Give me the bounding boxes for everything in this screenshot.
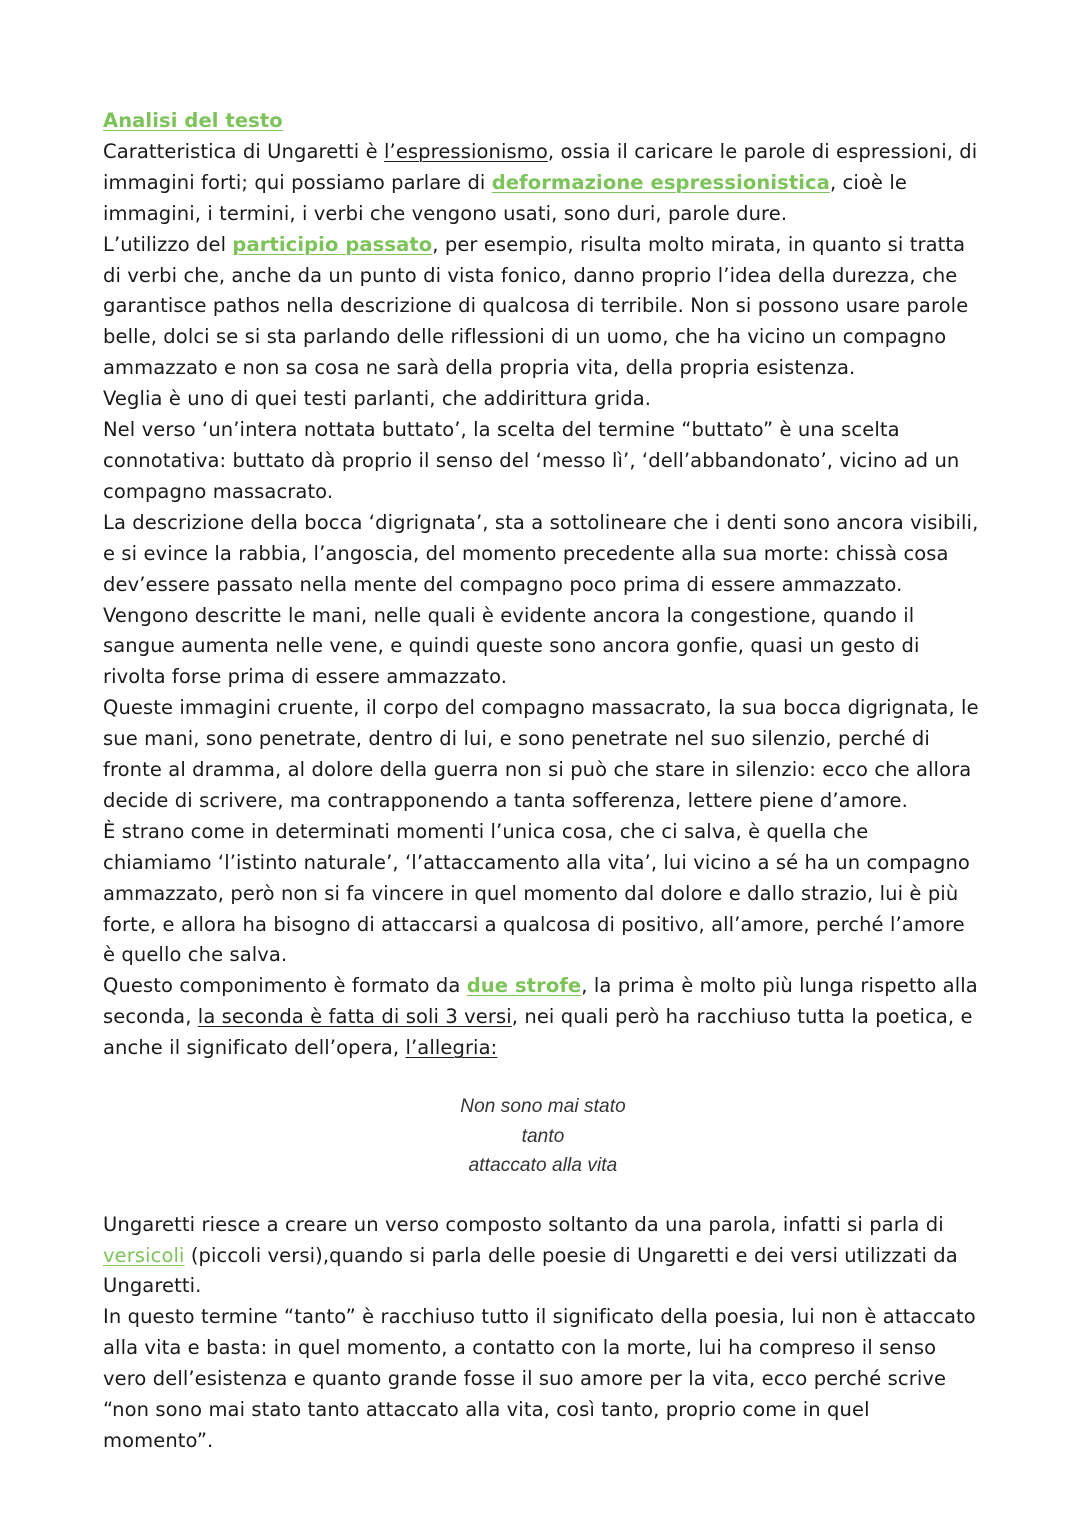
paragraph-espressionismo [103, 137, 983, 230]
text-run: Caratteristica di Ungaretti è [103, 139, 384, 163]
poem-line: attaccato alla vita [468, 1155, 618, 1177]
text-run: Questo componimento è formato da [103, 974, 467, 998]
section-title-text: Analisi del testo [103, 109, 283, 132]
text-run: , cioè le immagini, i termini, i verbi che vengono usati, sono duri, parole dure. [103, 170, 907, 225]
paragraph-veglia: Veglia è uno di quei testi parlanti, che addirittura grida. [103, 387, 652, 411]
document-page [103, 106, 983, 1457]
text-run: Ungaretti riesce a creare un verso composto soltanto da una parola, infatti si parla di [103, 1212, 944, 1236]
text-run: , la prima è molto più lunga rispetto alla seconda, [103, 974, 978, 1029]
highlighted-term: deformazione espressionistica [491, 170, 830, 194]
highlighted-term: versicoli [103, 1243, 185, 1267]
poem-line: Non sono mai stato [460, 1096, 626, 1118]
highlighted-term: participio passato [232, 232, 433, 256]
highlighted-term: due strofe [466, 974, 582, 998]
section-title [103, 106, 983, 137]
paragraph-participio [103, 230, 983, 385]
poem-quote [103, 1092, 983, 1181]
underlined-term: la seconda è fatta di soli 3 versi [197, 1005, 512, 1029]
paragraph-bocca: La descrizione della bocca ‘digrignata’, sta a sottolineare che i denti sono ancora visibili, e si evince la rabbia, l’angoscia, del momento precedente alla sua morte: chissà cosa dev’essere passato nella mente del compagno poco prima di essere ammazzato. Vengono descritte le mani, nelle quali è evidente ancora la congestione, quando il sangue aumenta nelle vene, e quindi queste sono ancora gonfie, quasi un gesto di rivolta forse prima di essere ammazzato. [103, 510, 979, 689]
poem-line: tanto [521, 1125, 565, 1147]
paragraph-buttato: Nel verso ‘un’intera nottata buttato’, la scelta del termine “buttato” è una scelta connotativa: buttato dà proprio il senso del ‘messo lì’, ‘dell’abbandonato’, vicino ad un compagno massacrato. [103, 418, 960, 503]
underlined-term: l’allegria: [405, 1036, 498, 1060]
underlined-term: l’espressionismo [384, 139, 548, 163]
paragraph-versicoli [103, 1210, 983, 1303]
paragraph-tanto: In questo termine “tanto” è racchiuso tutto il significato della poesia, lui non è attaccato alla vita e basta: in quel momento, a contatto con la morte, lui ha compreso il senso vero dell’esistenza e quanto grande fosse il suo amore per la vita, ecco perché scrive “non sono mai stato tanto attaccato alla vita, così tanto, proprio come in quel momento”. [103, 1305, 976, 1452]
paragraph-immagini: Queste immagini cruente, il corpo del compagno massacrato, la sua bocca digrignata, le sue mani, sono penetrate, dentro di lui, e sono penetrate nel suo silenzio, perché di fronte al dramma, al dolore della guerra non si può che stare in silenzio: ecco che allora decide di scrivere, ma contrapponendo a tanta sofferenza, lettere piene d’amore. [103, 696, 979, 812]
paragraph-istinto: È strano come in determinati momenti l’unica cosa, che ci salva, è quella che chiamiamo ‘l’istinto naturale’, ‘l’attaccamento alla vita’, lui vicino a sé ha un compagno ammazzato, però non si fa vincere in quel momento dal dolore e dallo strazio, lui è più forte, e allora ha bisogno di attaccarsi a qualcosa di positivo, all’amore, perché l’amore è quello che salva. [103, 819, 970, 967]
text-run: , per esempio, risulta molto mirata, in quanto si tratta di verbi che, anche da un punto di vista fonico, danno proprio l’idea della durezza, che garantisce pathos nella descrizione di qualcosa di terribile. Non si possono usare parole belle, dolci se si sta parlando delle riflessioni di un uomo, che ha vicino un compagno ammazzato e non sa cosa ne sarà della propria vita, della propria esistenza. [103, 232, 969, 380]
paragraph-strofe [103, 971, 983, 1064]
text-run: L’utilizzo del [103, 232, 233, 256]
text-run: , ossia il caricare le parole di espressioni, di immagini forti; qui possiamo parlare di [103, 139, 978, 194]
text-run: , nei quali però ha racchiuso tutta la poetica, e anche il significato dell’opera, [103, 1005, 973, 1060]
text-run: (piccoli versi),quando si parla delle poesie di Ungaretti e dei versi utilizzati da Ungaretti. [103, 1243, 958, 1298]
